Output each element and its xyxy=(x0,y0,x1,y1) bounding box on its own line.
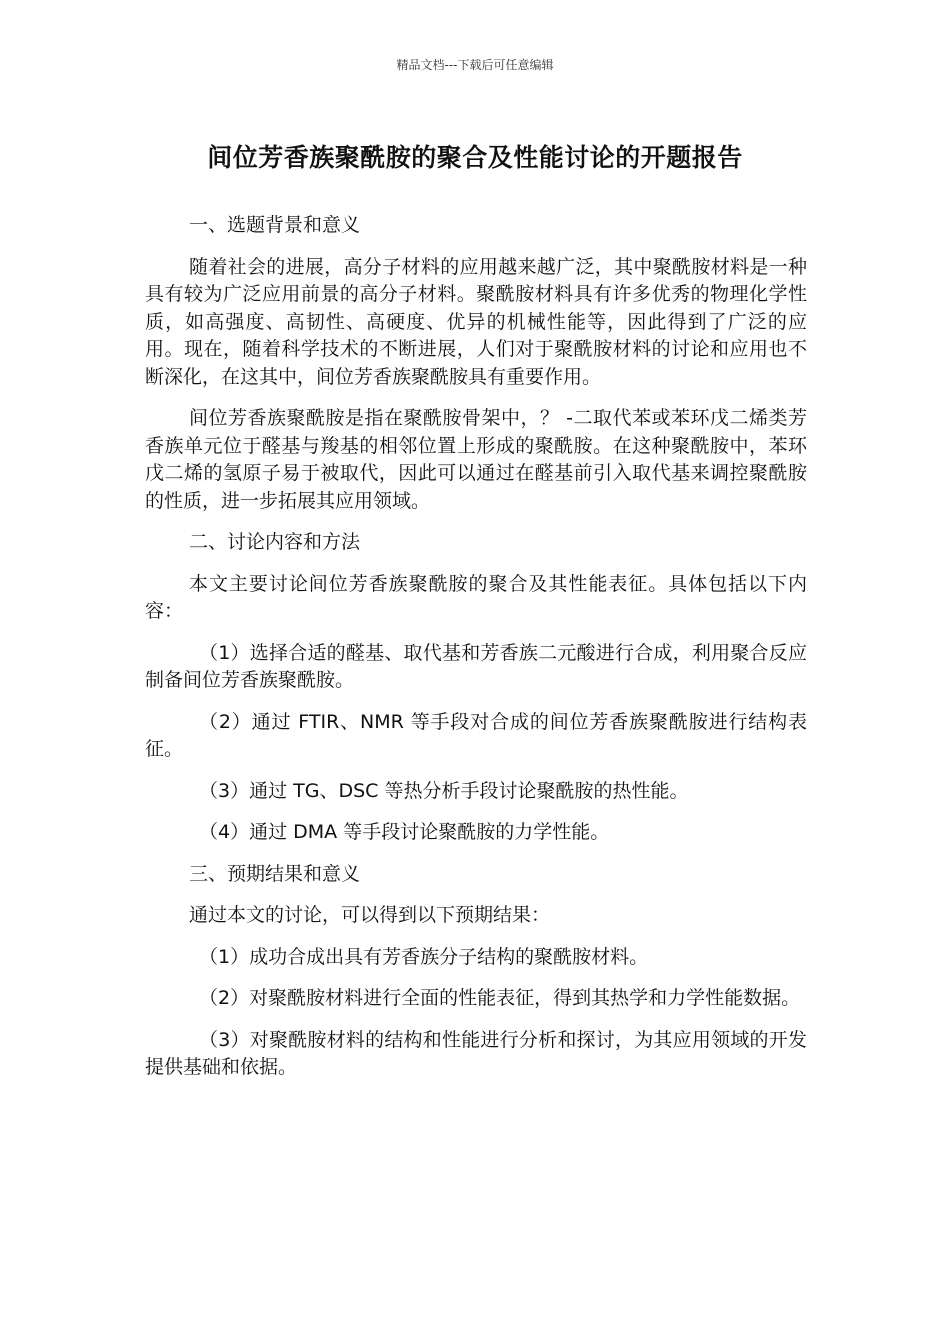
section-heading-content-method: 二、讨论内容和方法 xyxy=(189,531,361,553)
list-item-content-1: （1）选择合适的醛基、取代基和芳香族二元酸进行合成，利用聚合反应制备间位芳香族聚酰胺。 xyxy=(145,641,807,691)
section-heading-expected-results: 三、预期结果和意义 xyxy=(189,862,361,885)
paragraph-background-2: 间位芳香族聚酰胺是指在聚酰胺骨架中，？ -二取代苯或苯环戊二烯类芳香族单元位于醛基与羧基的相邻位置上形成的聚酰胺。在这种聚酰胺中，苯环戊二烯的氢原子易于被取代，因此可以通过在醛基前引入取代基来调控聚酰胺的性质，进一步拓展其应用领域。 xyxy=(145,407,807,512)
list-item-content-3: （3）通过 TG、DSC 等热分析手段讨论聚酰胺的热性能。 xyxy=(199,779,689,802)
list-item-content-2: （2）通过 FTIR、NMR 等手段对合成的间位芳香族聚酰胺进行结构表征。 xyxy=(145,710,807,760)
section-heading-background: 一、选题背景和意义 xyxy=(189,214,361,236)
paragraph-results-intro: 通过本文的讨论，可以得到以下预期结果： xyxy=(189,904,551,926)
paragraph-content-intro: 本文主要讨论间位芳香族聚酰胺的聚合及其性能表征。具体包括以下内容： xyxy=(145,572,807,622)
paragraph-background-1: 随着社会的进展，高分子材料的应用越来越广泛，其中聚酰胺材料是一种具有较为广泛应用前景的高分子材料。聚酰胺材料具有许多优秀的物理化学性质，如高强度、高韧性、高硬度、优异的机械性能等，因此得到了广泛的应用。现在，随着科学技术的不断进展，人们对于聚酰胺材料的讨论和应用也不断深化，在这其中，间位芳香族聚酰胺具有重要作用。 xyxy=(145,255,807,388)
document-title: 间位芳香族聚酰胺的聚合及性能讨论的开题报告 xyxy=(207,143,743,172)
list-item-content-4: （4）通过 DMA 等手段讨论聚酰胺的力学性能。 xyxy=(199,821,610,843)
document-body xyxy=(145,212,807,1096)
list-item-result-1: （1）成功合成出具有芳香族分子结构的聚酰胺材料。 xyxy=(199,945,649,968)
list-item-result-3: （3）对聚酰胺材料的结构和性能进行分析和探讨，为其应用领域的开发提供基础和依据。 xyxy=(145,1028,807,1078)
header-note: 精品文档---下载后可任意编辑 xyxy=(396,58,554,72)
list-item-result-2: （2）对聚酰胺材料进行全面的性能表征，得到其热学和力学性能数据。 xyxy=(199,987,801,1009)
